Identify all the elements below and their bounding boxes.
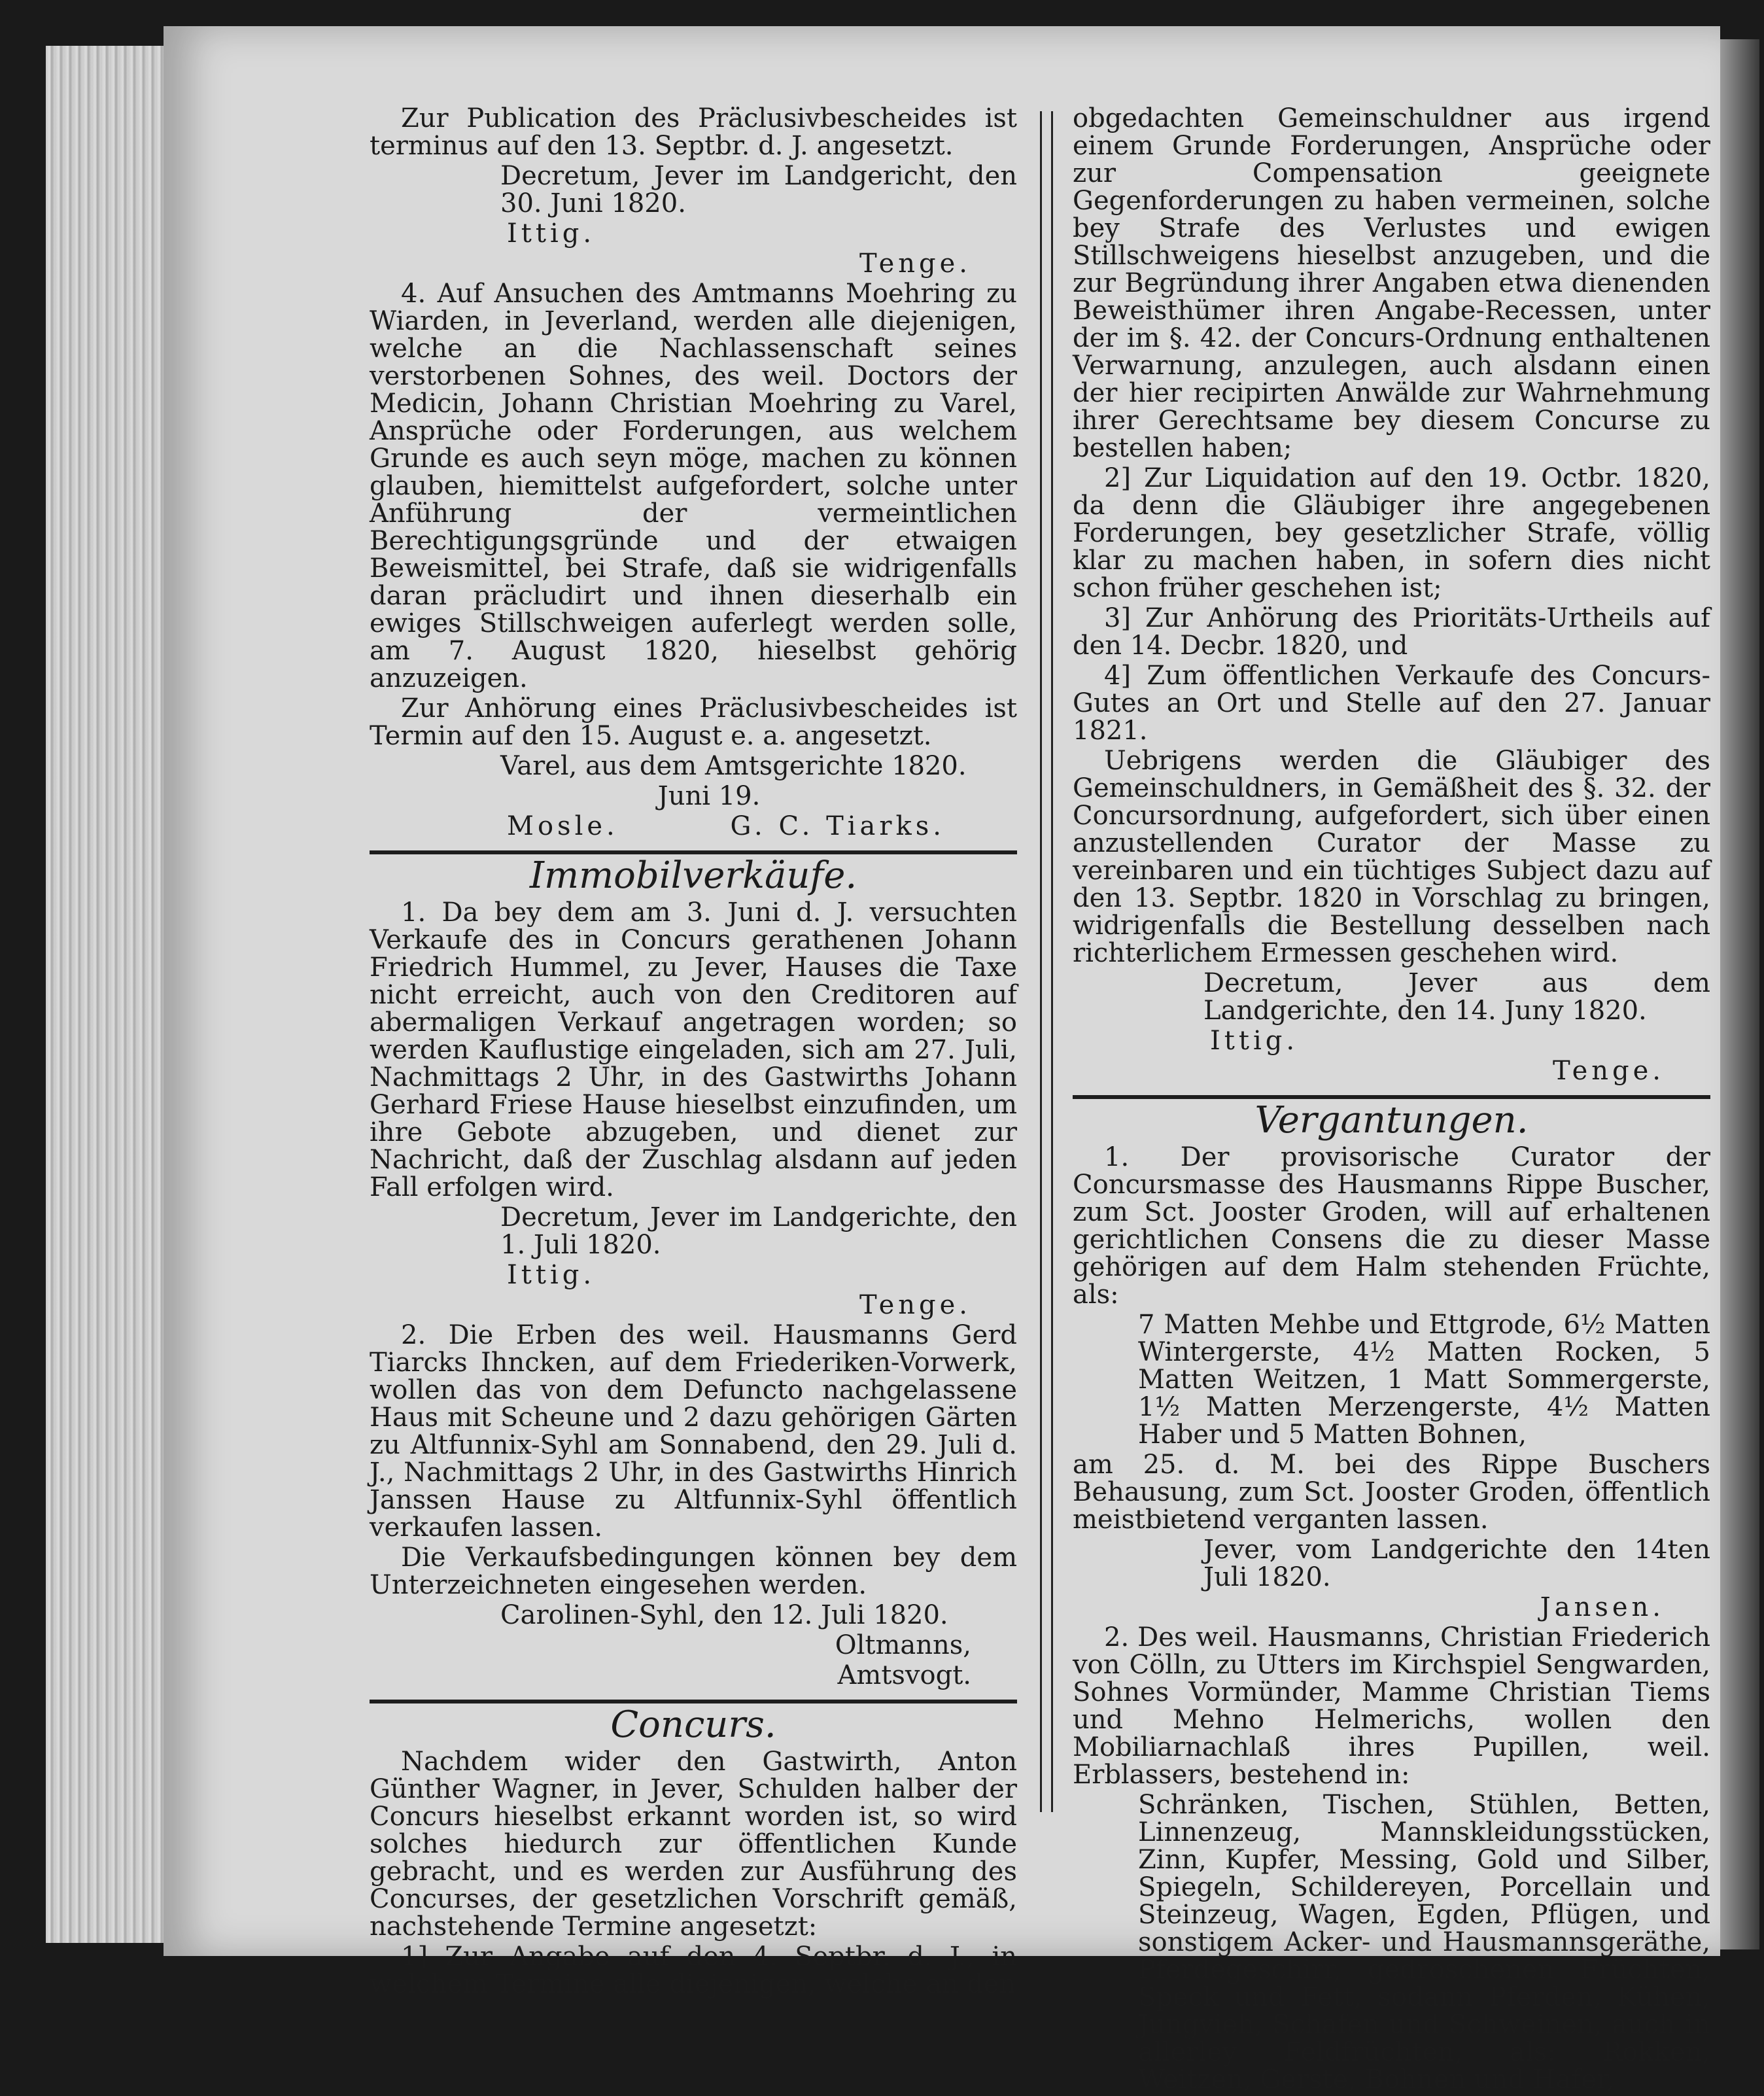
- place-date: Carolinen-Syhl, den 12. Juli 1820.: [500, 1600, 948, 1630]
- place-date: Varel, aus dem Amtsgerichte 1820.: [500, 751, 967, 781]
- right-column: [1073, 105, 1710, 2096]
- section-heading: Concurs.: [610, 1703, 776, 1746]
- column-divider: [1040, 111, 1053, 1812]
- book-page-edges: [46, 46, 173, 1943]
- left-column: [370, 105, 1017, 2000]
- paragraph: Zur Publication des Präclusivbescheides ist terminus auf den 13. Septbr. d. J. angesetzt.: [370, 103, 1017, 161]
- signature: Ittig.: [507, 1260, 596, 1290]
- decree-line: Decretum, Jever aus dem Landgerichte, den 14. Juny 1820.: [1203, 968, 1710, 1026]
- paragraph: Nachdem wider den Gastwirth, Anton Günther Wagner, in Jever, Schulden halber der Concurs hieselbst erkannt worden ist, so wird solches hiedurch zur öffentlichen Kunde gebracht, und es werden zur Ausführung des Concurses, der gesetzlichen Vorschrift gemäß, nachstehende Termine angesetzt:: [370, 1747, 1017, 1942]
- paragraph: 1] Zur Angabe auf den 4. Septbr. d. J., in welchem Termine alle diejenigen, welche an den: [370, 1942, 1017, 1999]
- paragraph: 2. Des weil. Hausmanns, Christian Friederich von Cölln, zu Utters im Kirchspiel Sengwarden, Sohnes Vormünder, Mamme Christian Tiems und Mehno Helmerichs, wollen den Mobiliarnachlaß ihres Pupillen, weil. Erblassers, bestehend in:: [1073, 1622, 1710, 1790]
- paragraph: 4] Zum öffentlichen Verkaufe des Concurs-Gutes an Ort und Stelle auf den 27. Januar 1821.: [1073, 661, 1710, 746]
- signature: Tenge.: [1553, 1056, 1665, 1086]
- decree-line: Decretum, Jever im Landgericht, den 30. Juni 1820.: [500, 161, 1017, 218]
- decree-line: Jever, vom Landgerichte den 14ten Juli 1820.: [1203, 1535, 1710, 1592]
- section-heading: Vergantungen.: [1254, 1099, 1529, 1142]
- paragraph: 2] Zur Liquidation auf den 19. Octbr. 1820, da denn die Gläubiger ihre angegebenen Forderungen, bey gesetzlicher Strafe, völlig klar zu machen haben, in sofern dies nicht schon früher geschehen ist;: [1073, 463, 1710, 603]
- paragraph: 2. Die Erben des weil. Hausmanns Gerd Tiarcks Ihncken, auf dem Friederiken-Vorwerk, wollen das von dem Defuncto nachgelassene Haus mit Scheune und 2 dazu gehörigen Gärten zu Altfunnix-Syhl am Sonnabend, den 29. Juli d. J., Nachmittags 2 Uhr, in des Gastwirths Hinrich Janssen Hause zu Altfunnix-Syhl öffentlich verkaufen lassen.: [370, 1320, 1017, 1543]
- signature: Oltmanns,: [835, 1630, 971, 1660]
- decree-line: Decretum, Jever im Landgerichte, den 1. Juli 1820.: [500, 1202, 1017, 1260]
- signature: Jansen.: [1540, 1592, 1665, 1622]
- signature: Ittig.: [507, 218, 596, 249]
- signature-title: Amtsvogt.: [837, 1660, 971, 1690]
- item-list: 7 Matten Mehbe und Ettgrode, 6½ Matten Wintergerste, 4½ Matten Rocken, 5 Matten Weitzen, 1 Matt Sommergerste, 1½ Matten Merzengerste, 4½ Matten Haber und 5 Matten Bohnen,: [1138, 1310, 1710, 1450]
- signature: Mosle.: [507, 811, 619, 841]
- signature: Tenge.: [859, 249, 971, 279]
- paragraph: obgedachten Gemeinschuldner aus irgend einem Grunde Forderungen, Ansprüche oder zur Compensation geeignete Gegenforderungen zu haben vermeinen, solche bey Strafe des Verlustes und ewigen Stillschweigens hieselbst anzugeben, und die zur Begründung ihrer Angaben etwa dienenden Beweisthümer ihren Angabe-Recessen, unter der im §. 42. der Concurs-Ordnung enthaltenen Verwarnung, anzulegen, auch alsdann einen der hier recipirten Anwälde zur Wahrnehmung ihrer Gerechtsame bey diesem Concurse zu bestellen haben;: [1073, 103, 1710, 463]
- paragraph: Die Verkaufsbedingungen können bey dem Unterzeichneten eingesehen werden.: [370, 1543, 1017, 1600]
- paragraph: 3] Zur Anhörung des Prioritäts-Urtheils auf den 14. Decbr. 1820, und: [1073, 603, 1710, 661]
- paragraph: Uebrigens werden die Gläubiger des Gemeinschuldners, in Gemäßheit des §. 32. der Concursordnung, aufgefordert, sich über einen anzustellenden Curator der Masse zu vereinbaren und ein tüchtiges Subject dazu auf den 13. Septbr. 1820 in Vorschlag zu bringen, widrigenfalls die Bestellung desselben nach richterlichem Ermessen geschehen wird.: [1073, 746, 1710, 968]
- item-list: Schränken, Tischen, Stühlen, Betten, Linnenzeug, Mannskleidungsstücken, Zinn, Kupfer, Messing, Gold und Silber, Spiegeln, Schildereyen, Porcellain und Steinzeug, Wagen, Egden, Pflügen, und sonstigem Acker- und Hausmannsgeräthe, Pferdegeschirr, gedroschenen Früchten, Speck und Fett, sodann Pferden, Kühen, Jungvieh, Schafen und Schweinen, auch in allerley Feldfrüchten, als: Rokken, Weitzen, Gerste, Bohnen und Hafer,: [1138, 1790, 1710, 2095]
- section-heading: Immobilverkäufe.: [529, 854, 857, 897]
- date-line: Juni 19.: [657, 781, 761, 811]
- paragraph: 1. Der provisorische Curator der Concursmasse des Hausmanns Rippe Buscher, zum Sct. Jooster Groden, will auf erhaltenen gerichtlichen Consens die zu dieser Masse gehörigen auf dem Halm stehenden Früchte, als:: [1073, 1142, 1710, 1310]
- paragraph: 1. Da bey dem am 3. Juni d. J. versuchten Verkaufe des in Concurs gerathenen Johann Friedrich Hummel, zu Jever, Hauses die Taxe nicht erreicht, auch von den Creditoren auf abermaligen Verkauf angetragen worden; so werden Kauflustige eingeladen, sich am 27. Juli, Nachmittags 2 Uhr, in des Gastwirths Johann Gerhard Friese Hause hieselbst einzufinden, um ihre Gebote abzugeben, und dienet zur Nachricht, daß der Zuschlag alsdann auf jeden Fall erfolgen wird.: [370, 898, 1017, 1202]
- signature-row: [507, 812, 945, 840]
- signature: Ittig.: [1210, 1026, 1299, 1056]
- right-page-edge: [1720, 39, 1759, 1949]
- signature: Tenge.: [859, 1290, 971, 1320]
- paragraph: am 25. d. M. bei des Rippe Buschers Behausung, zum Sct. Jooster Groden, öffentlich meistbietend verganten lassen.: [1073, 1450, 1710, 1535]
- paragraph: 4. Auf Ansuchen des Amtmanns Moehring zu Wiarden, in Jeverland, werden alle diejenigen, welche an die Nachlassenschaft seines verstorbenen Sohnes, des weil. Doctors der Medicin, Johann Christian Moehring zu Varel, Ansprüche oder Forderungen, aus welchem Grunde es auch seyn möge, machen zu können glauben, hiemittelst aufgefordert, solche unter Anführung der vermeintlichen Berechtigungsgründe und der etwaigen Beweismittel, bei Strafe, daß sie widrigenfalls daran präcludirt und ihnen dieserhalb ein ewiges Stillschweigen auferlegt werden solle, am 7. August 1820, hieselbst gehörig anzuzeigen.: [370, 279, 1017, 693]
- paragraph: Zur Anhörung eines Präclusivbescheides ist Termin auf den 15. August e. a. angesetzt.: [370, 693, 1017, 751]
- signature: G. C. Tiarks.: [730, 811, 945, 841]
